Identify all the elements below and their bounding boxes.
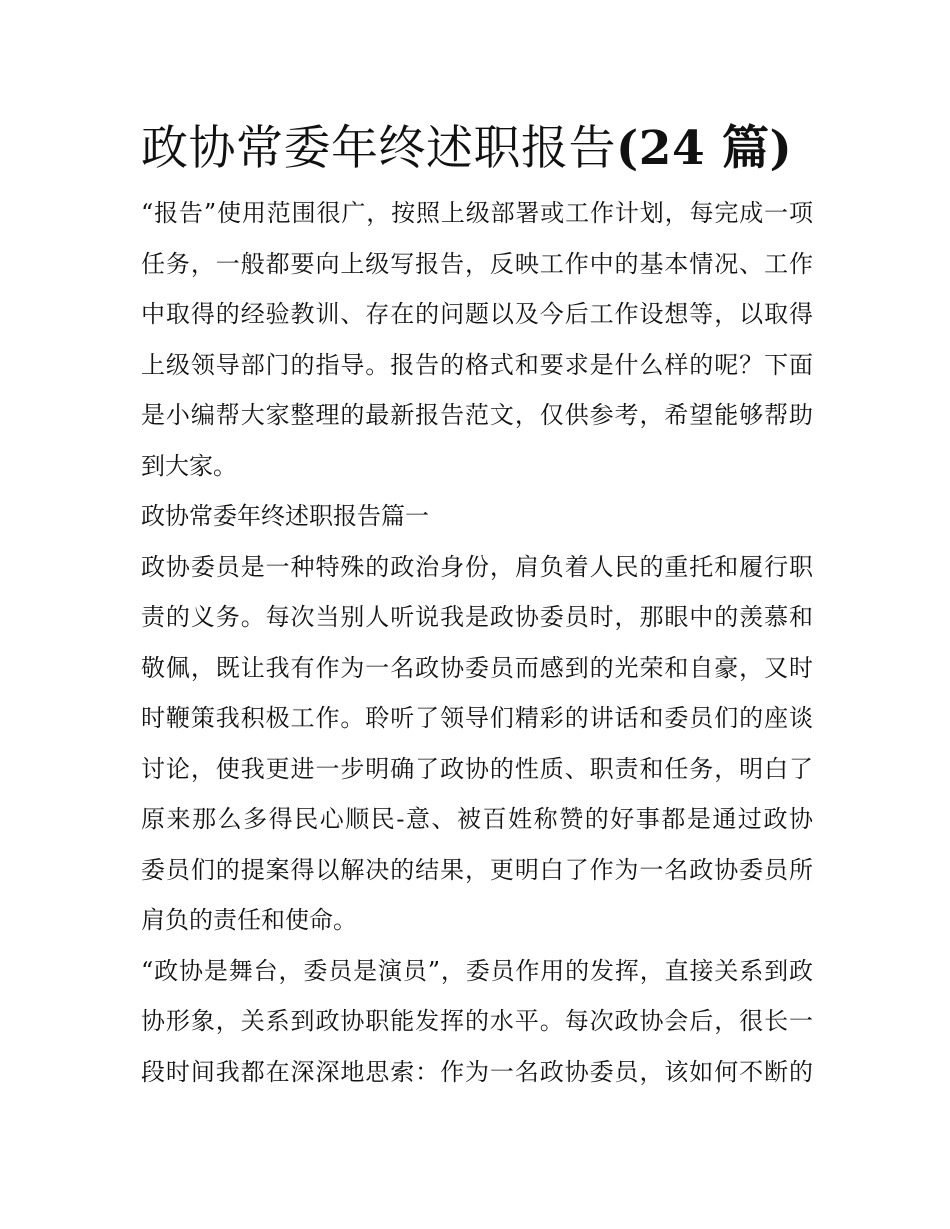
text-line: 到大家。 — [141, 451, 237, 480]
text-line: 中取得的经验教训、存在的问题以及今后工作设想等，以取得 — [141, 300, 813, 328]
text-line: 敬佩，既让我有作为一名政协委员而感到的光荣和自豪，又时 — [141, 653, 813, 682]
text-line: “政协是舞台，委员是演员”，委员作用的发挥，直接关系到政 — [141, 956, 813, 985]
document-title-count: (24 篇) — [616, 121, 793, 176]
section-heading-text: 政协常委年终述职报告篇一 — [141, 502, 429, 530]
document-title — [141, 118, 813, 180]
text-line: 原来那么多得民心顺民-意、被百姓称赞的好事都是通过政协 — [141, 805, 813, 833]
text-line: 责的义务。每次当别人听说我是政协委员时，那眼中的羡慕和 — [141, 603, 813, 631]
text-line: 肩负的责任和使命。 — [141, 906, 357, 934]
text-line: 协形象，关系到政协职能发挥的水平。每次政协会后，很长一 — [141, 1007, 813, 1035]
document-page — [141, 118, 813, 1097]
text-line: 政协委员是一种特殊的政治身份，肩负着人民的重托和履行职 — [141, 552, 813, 581]
body-paragraph — [141, 946, 813, 1098]
intro-paragraph — [141, 188, 813, 491]
text-line: 上级领导部门的指导。报告的格式和要求是什么样的呢？下面 — [141, 350, 813, 379]
text-line: 时鞭策我积极工作。聆听了领导们精彩的讲话和委员们的座谈 — [141, 704, 813, 732]
text-line: 讨论，使我更进一步明确了政协的性质、职责和任务，明白了 — [141, 754, 813, 783]
text-line: 任务，一般都要向上级写报告，反映工作中的基本情况、工作 — [141, 249, 813, 278]
document-title-main: 政协常委年终述职报告 — [141, 121, 616, 176]
section-heading — [141, 491, 813, 542]
text-line: 委员们的提案得以解决的结果，更明白了作为一名政协委员所 — [141, 855, 813, 884]
text-line: 是小编帮大家整理的最新报告范文，仅供参考，希望能够帮助 — [141, 401, 813, 429]
body-paragraph — [141, 542, 813, 946]
text-line: 段时间我都在深深地思索：作为一名政协委员，该如何不断的 — [141, 1057, 813, 1086]
text-line: “报告”使用范围很广，按照上级部署或工作计划，每完成一项 — [141, 199, 813, 227]
